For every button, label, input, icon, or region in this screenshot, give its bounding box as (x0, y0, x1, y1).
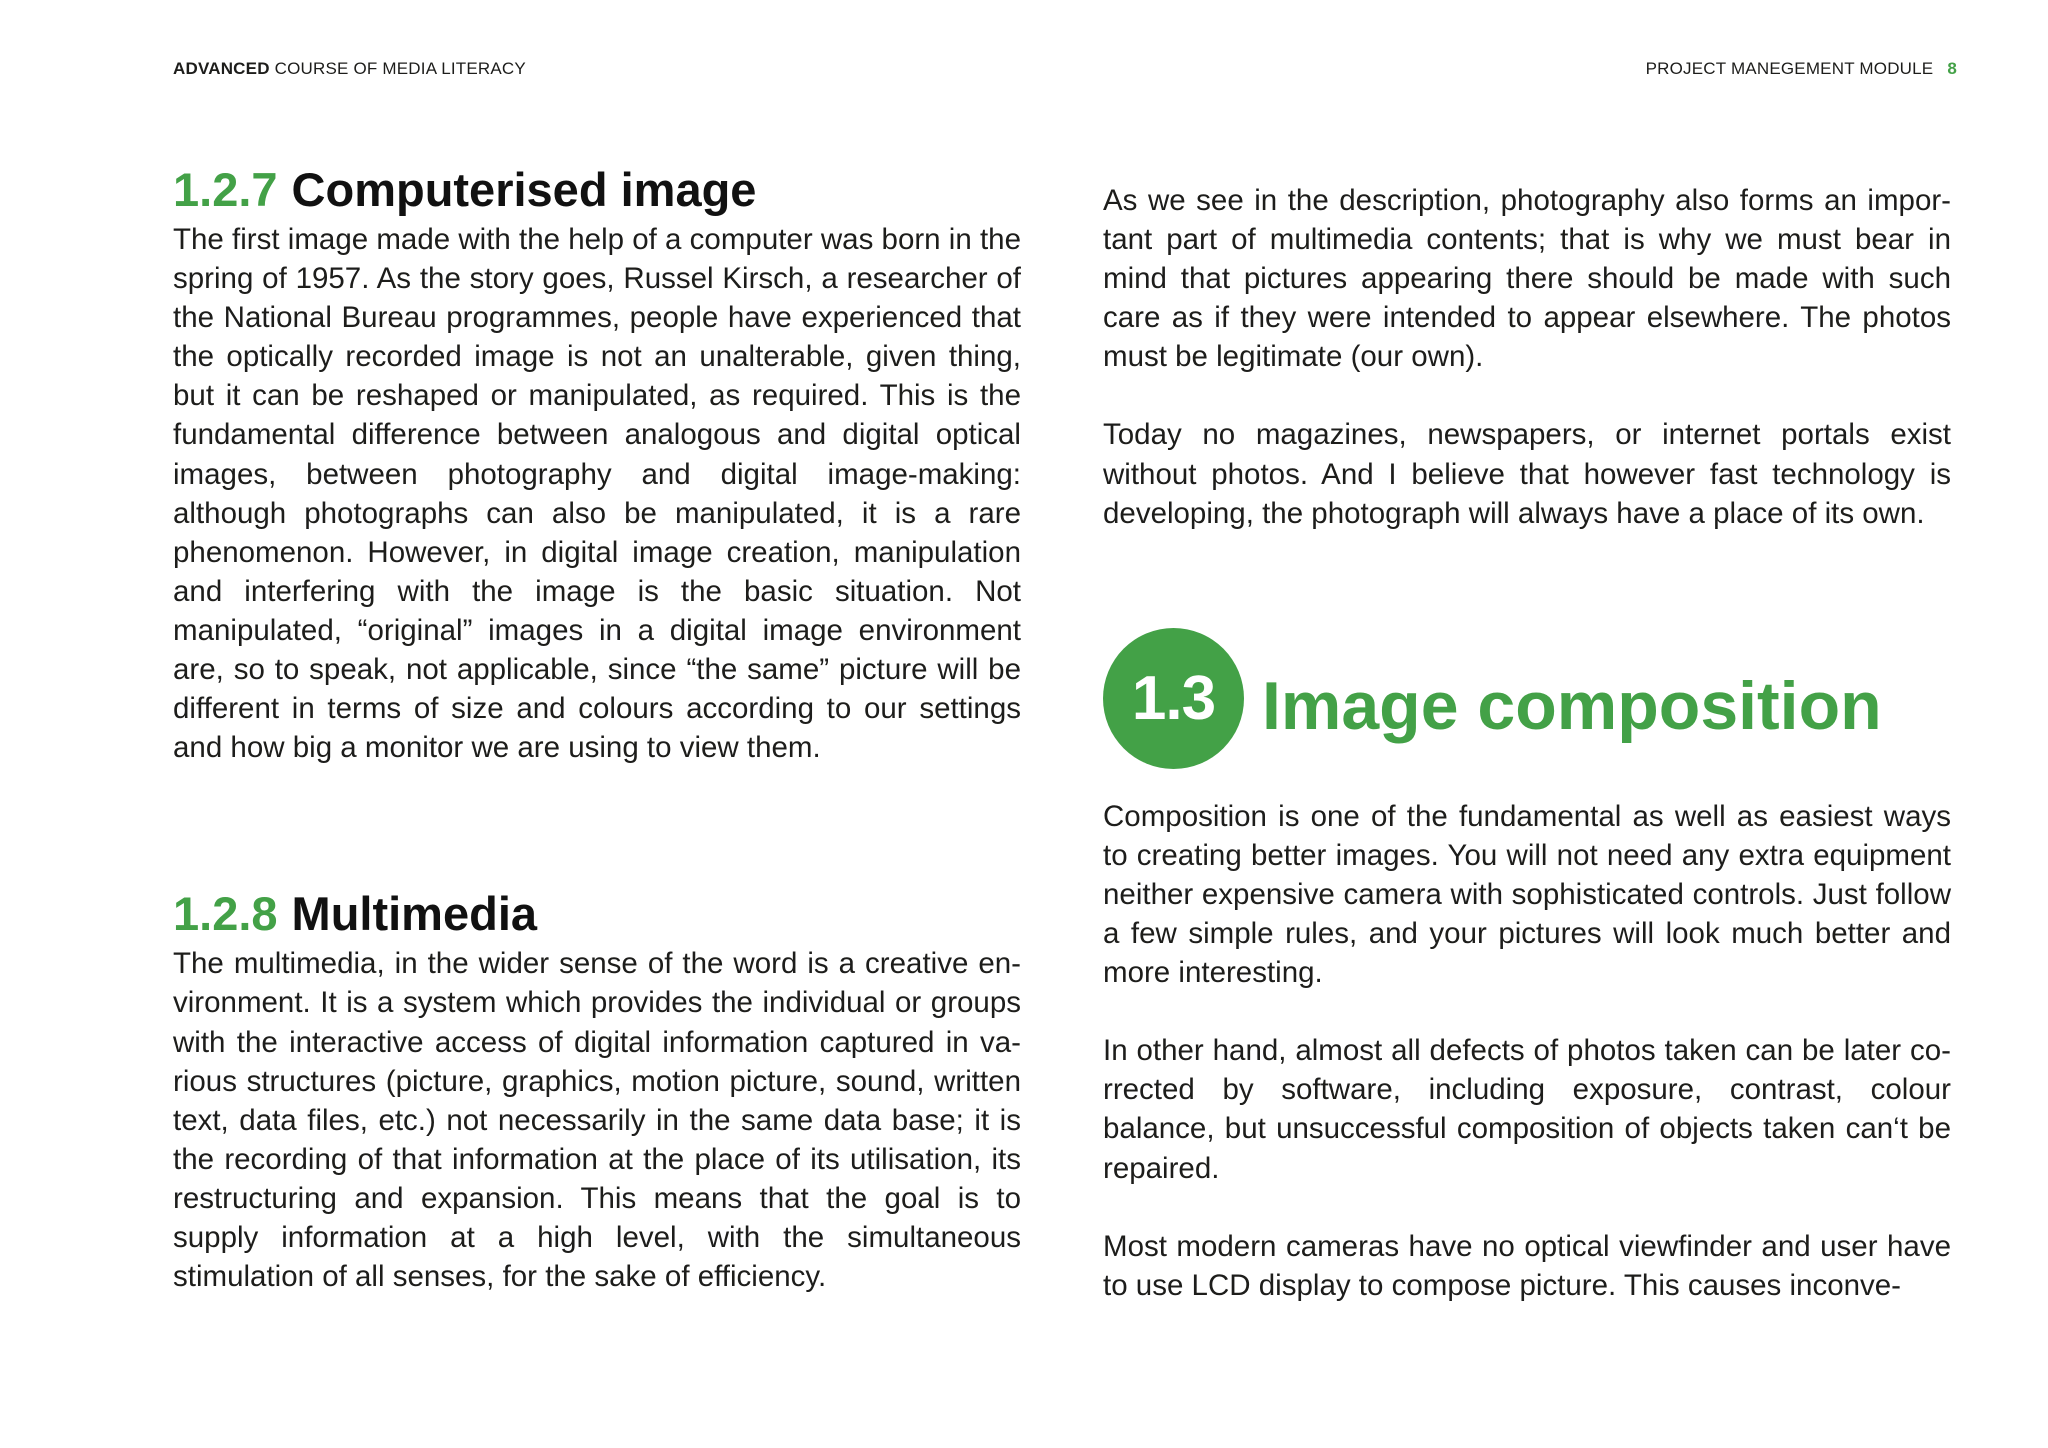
section-number: 1.2.7 (173, 163, 278, 216)
composition-paragraph: Composition is one of the fundamental as well as easiest ways to creating better images. You will not need any extra equipment neither expensive camera with sophisticated controls. Just follow a few simple rules, and your pictures will look much better and more interesting. (1103, 799, 1951, 990)
running-header-left (173, 59, 526, 79)
left-column (173, 160, 1021, 1296)
header-course-level: ADVANCED (173, 59, 270, 78)
software-paragraph: In other hand, almost all defects of photos taken can be later corrected by software, including exposure, contrast, colour balance, but unsuccessful composition of objects taken can‘t be repaired. (1103, 1034, 1951, 1185)
computerised-image-paragraph: The first image made with the help of a computer was born in the spring of 1957. As the story goes, Russel Kirsch, a researcher of the National Bureau programmes, people have experienced that the optically recorded image is not an unalterable, given thing, but it can be reshaped or manipulated, as required. This is the fundamental difference between analogous and digital optical images, between photography and digital image-making: although photographs can also be manipulated, it is a rare phenomenon. However, in digital image creation, manipulation and interfering with the image is the basic situation. Not manipulated, “original” images in a digital image environment are, so to speak, not applicable, since “the same” picture will be different in terms of size and colours according to our settings and how big a monitor we are using to view them. (173, 223, 1021, 765)
page-number: 8 (1947, 59, 1957, 78)
header-module-title: PROJECT MANEGEMENT MODULE (1645, 59, 1934, 78)
right-column (1103, 181, 1951, 1305)
paragraph-spacer (1103, 376, 1951, 415)
section-number-badge: 1.3 (1103, 628, 1244, 769)
section-title: Multimedia (291, 887, 538, 941)
section-spacer (173, 767, 1021, 884)
section-number: 1.2.8 (173, 887, 278, 941)
running-header-right (1646, 59, 1957, 79)
heading-multimedia (173, 884, 1021, 944)
heading-computerised-image (173, 160, 1021, 220)
viewfinder-paragraph: Most modern cameras have no optical viewfinder and user have to use LCD display to compose picture. This causes inconve- (1103, 1229, 1951, 1302)
section-title: Computerised image (291, 163, 757, 216)
header-course-name: COURSE OF MEDIA LITERACY (269, 59, 526, 78)
photography-paragraph: As we see in the description, photography also forms an important part of multimedia contents; that is why we must bear in mind that pictures appearing there should be made with such care as if they were intended to appear elsewhere. The photos must be legitimate (our own). (1103, 184, 1951, 374)
section-title: Image composition (1262, 667, 1882, 744)
photos-paragraph: Today no magazines, newspapers, or internet portals exist without photos. And I believe that however fast technology is developing, the photograph will always have a place of its own. (1103, 418, 1951, 530)
paragraph-spacer (1103, 1188, 1951, 1227)
paragraph-spacer (1103, 992, 1951, 1031)
heading-image-composition (1103, 628, 1951, 771)
multimedia-paragraph: The multimedia, in the wider sense of the word is a creative environment. It is a system which provides the individual or groups with the interactive access of digital information captured in various structures (picture, graphics, motion picture, sound, written text, data files, etc.) not necessarily in the same data base; it is the recording of that information at the place of its utilisation, its restructuring and expansion. This means that the goal is to supply information at a high level, with the simultaneous stimulation of all senses, for the sake of efficiency. (173, 947, 1021, 1294)
